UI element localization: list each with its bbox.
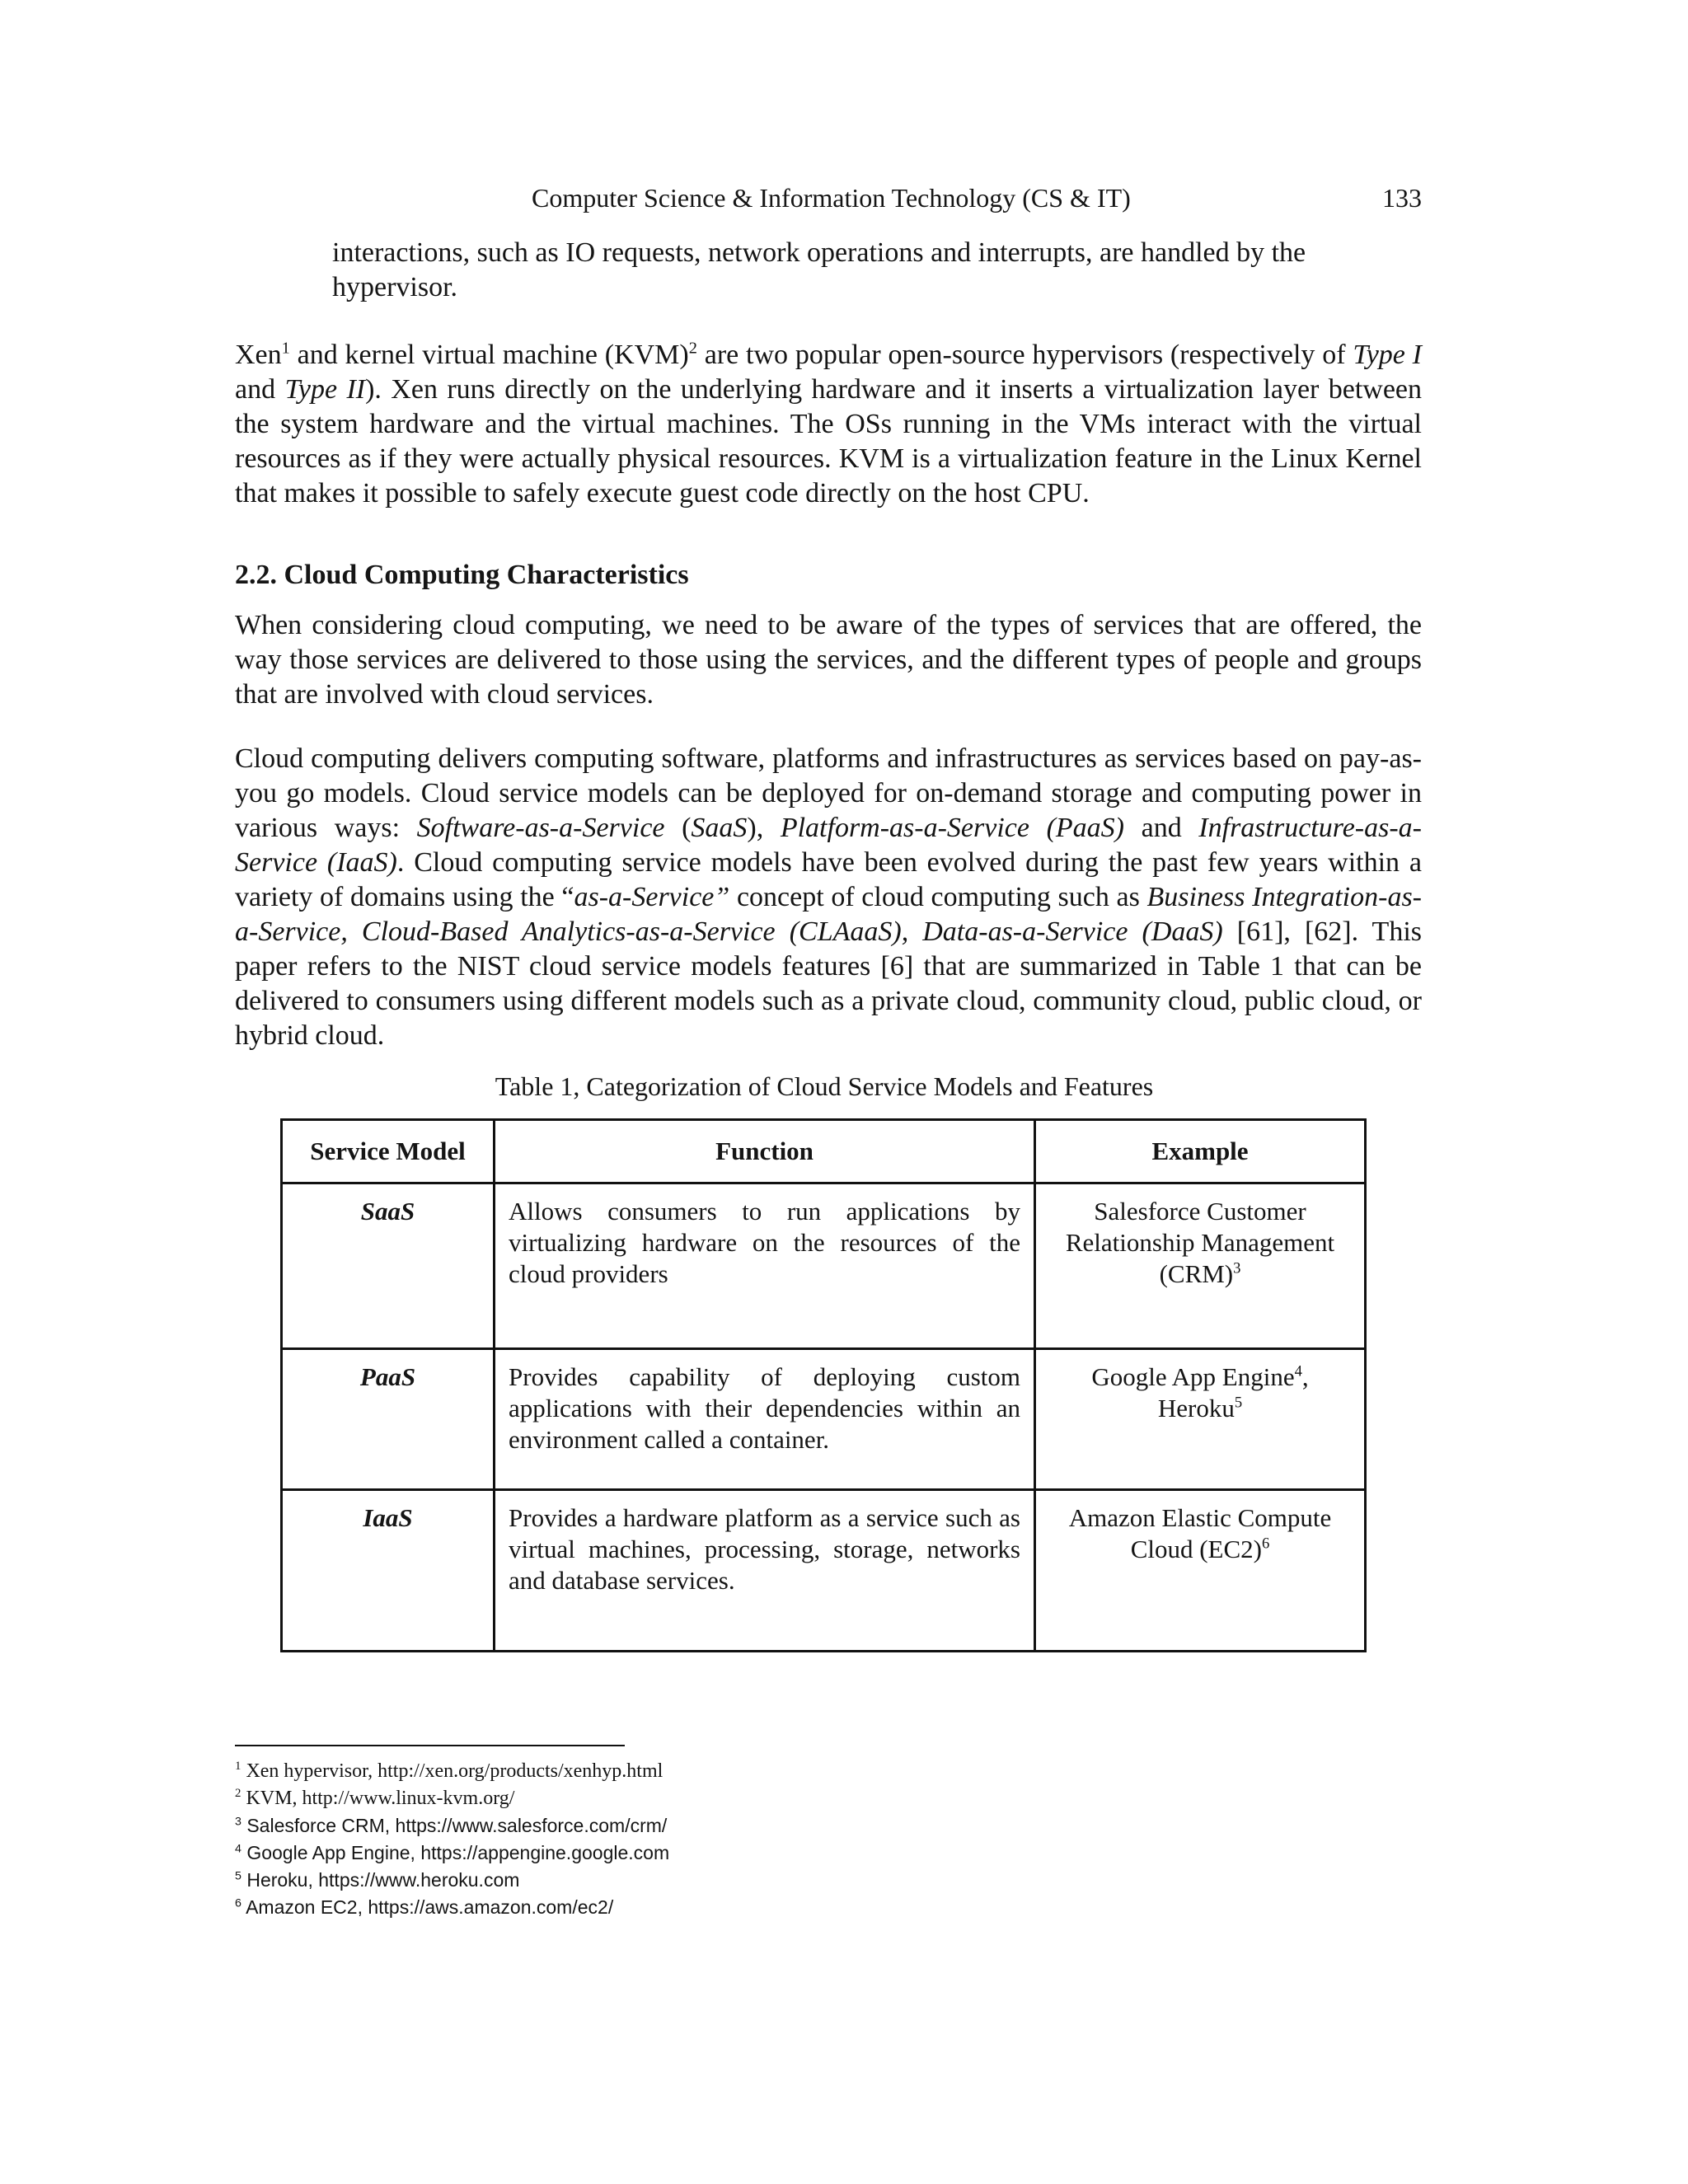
footnote-text: Heroku, https://www.heroku.com xyxy=(246,1869,520,1891)
footnote-number: 6 xyxy=(235,1896,241,1910)
footnote-text: Amazon EC2, https://aws.amazon.com/ec2/ xyxy=(246,1896,614,1918)
running-header xyxy=(235,183,1422,219)
footnote-ref-5: 5 xyxy=(1234,1394,1243,1412)
paragraph-cloud-considerations: When considering cloud computing, we need to be aware of the types of services that are offered, the way those services are delivered to those using the services, and the different types of people and groups that are involved with cloud services. xyxy=(235,610,1422,710)
footnote-6 xyxy=(235,1894,669,1921)
footnote-1 xyxy=(235,1758,669,1785)
cell-example xyxy=(1035,1490,1366,1652)
footnote-2 xyxy=(235,1785,669,1812)
intro-continuation xyxy=(332,236,1422,305)
text-run: and xyxy=(1124,813,1199,843)
text-run: [61], [62]. This paper refers to the NIST cloud service models features [6] that are summarized in Table 1 that can be delivered to consumers using different models such as a private cloud, community cloud, public cloud, or hybrid cloud. xyxy=(235,916,1423,1051)
footnote-number: 2 xyxy=(235,1787,241,1800)
cell-function: Allows consumers to run applications by virtualizing hardware on the resources of the cloud providers xyxy=(495,1183,1035,1349)
table-row-iaas xyxy=(282,1490,1366,1652)
text-paas-long: Platform-as-a-Service (PaaS) xyxy=(780,813,1124,843)
text-run: and xyxy=(235,374,285,405)
footnote-text: KVM, http://www.linux-kvm.org/ xyxy=(246,1788,515,1809)
footnote-ref-6: 6 xyxy=(1262,1535,1270,1553)
text-service-examples: Business Integration-as-a-Service, Cloud-Based Analytics-as-a-Service (CLAaaS), Data-as-a-Service (DaaS) xyxy=(235,882,1423,947)
example-text: Amazon Elastic Compute Cloud (EC2) xyxy=(1068,1503,1332,1563)
cell-function: Provides a hardware platform as a service such as virtual machines, processing, storage, networks and database services. xyxy=(495,1490,1035,1652)
page-number: 133 xyxy=(1382,183,1422,213)
text-as-a-service: as-a-Service” xyxy=(574,882,730,912)
example-text: Google App Engine xyxy=(1091,1362,1295,1391)
column-header-example: Example xyxy=(1035,1120,1366,1183)
text-xen: Xen xyxy=(235,340,282,370)
footnote-4 xyxy=(235,1840,669,1867)
journal-title: Computer Science & Information Technology (CS & IT) xyxy=(532,183,1131,213)
text-type-ii: Type II xyxy=(284,374,366,405)
cell-model: PaaS xyxy=(282,1349,495,1490)
cell-model: IaaS xyxy=(282,1490,495,1652)
example-text: Salesforce Customer Relationship Management (CRM) xyxy=(1065,1197,1335,1288)
cell-model: SaaS xyxy=(282,1183,495,1349)
table-row-paas xyxy=(282,1349,1366,1490)
footnote-separator xyxy=(235,1745,625,1746)
table-row-saas xyxy=(282,1183,1366,1349)
footnote-3 xyxy=(235,1812,669,1840)
footnotes xyxy=(235,1758,669,1921)
cell-example xyxy=(1035,1183,1366,1349)
text-run: concept of cloud computing such as xyxy=(729,882,1147,912)
text-type-i: Type I xyxy=(1353,340,1423,370)
paragraph-service-models xyxy=(235,742,1422,1053)
footnote-text: Google App Engine, https://appengine.google.com xyxy=(246,1842,670,1863)
paragraph-hypervisors xyxy=(235,338,1422,511)
text-run: are two popular open-source hypervisors (respectively of xyxy=(696,340,1353,370)
cell-function: Provides capability of deploying custom applications with their dependencies within an environment called a container. xyxy=(495,1349,1035,1490)
table-caption: Table 1, Categorization of Cloud Service Models and Features xyxy=(495,1071,1154,1101)
cell-example: Google App Engine$^4$, Heroku$^5$ xyxy=(1035,1349,1366,1490)
footnote-number: 1 xyxy=(235,1760,241,1773)
footnote-number: 4 xyxy=(235,1842,241,1856)
text-run: ( xyxy=(664,813,692,843)
table-header-row xyxy=(282,1120,1366,1183)
intro-line-2: hypervisor. xyxy=(332,272,458,302)
section-heading: 2.2. Cloud Computing Characteristics xyxy=(235,560,689,590)
footnote-text: Salesforce CRM, https://www.salesforce.com/crm/ xyxy=(246,1815,668,1836)
footnote-ref-2: 2 xyxy=(688,339,697,358)
footnote-text: Xen hypervisor, http://xen.org/products/xenhyp.html xyxy=(246,1760,663,1782)
footnote-ref-1: 1 xyxy=(281,339,290,358)
text-saas-long: Software-as-a-Service xyxy=(416,813,665,843)
footnote-5 xyxy=(235,1867,669,1894)
text-run: ), xyxy=(747,813,781,843)
example-text: Heroku xyxy=(1157,1394,1235,1422)
service-models-table xyxy=(280,1118,1367,1652)
text-run: ). Xen runs directly on the underlying hardware and it inserts a virtualization layer between the system hardware and the virtual machines. The OSs running in the VMs interact with the virtual resources as if they were actually physical resources. KVM is a virtualization feature in the Linux Kernel that makes it possible to safely execute guest code directly on the host CPU. xyxy=(235,374,1423,509)
text-run: and kernel virtual machine (KVM) xyxy=(289,340,689,370)
footnote-number: 5 xyxy=(235,1869,241,1883)
column-header-function: Function xyxy=(495,1120,1035,1183)
column-header-service-model: Service Model xyxy=(282,1120,495,1183)
footnote-ref-3: 3 xyxy=(1233,1259,1241,1277)
text-iaas-long: Infrastructure-as-a-Service (IaaS) xyxy=(235,813,1423,878)
footnote-ref-4: 4 xyxy=(1294,1362,1302,1380)
text-run: . Cloud computing service models have been evolved during the past few years within a variety of domains using the “ xyxy=(235,847,1422,912)
text-run: Cloud computing delivers computing software, platforms and infrastructures as services based on pay-as-you go models. Cloud service models can be deployed for on-demand storage and computing power in various ways: xyxy=(235,743,1422,843)
footnote-number: 3 xyxy=(235,1815,241,1829)
text-saas: SaaS xyxy=(691,813,748,843)
intro-line-1: interactions, such as IO requests, network operations and interrupts, are handled by the xyxy=(332,237,1306,268)
